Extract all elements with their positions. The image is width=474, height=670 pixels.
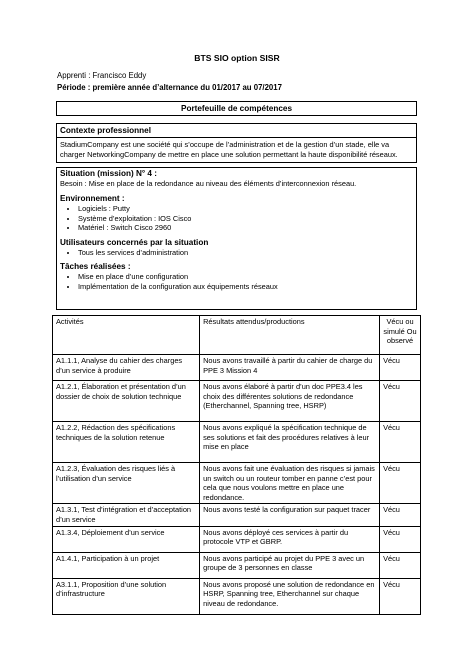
cell-resultat: Nous avons testé la configuration sur paquet tracer — [200, 504, 380, 526]
cell-vecu: Vécu — [380, 463, 421, 504]
environnement-section — [60, 194, 413, 233]
cell-vecu: Vécu — [380, 355, 421, 381]
environnement-heading: Environnement : — [60, 194, 125, 203]
cell-activite: A1.3.4, Déploiement d’un service — [53, 526, 200, 552]
apprenti-line: Apprenti : Francisco Eddy — [57, 71, 147, 80]
cell-resultat: Nous avons proposé une solution de redondance en HSRP, Spanning tree, Etherchannel sur chaque niveau de redondance. — [200, 578, 380, 614]
table-row — [53, 552, 421, 578]
cell-activite: A1.1.1, Analyse du cahier des charges d’un service à produire — [53, 355, 200, 381]
portefeuille-heading: Portefeuille de compétences — [56, 101, 417, 116]
header-vecu: Vécu ou simulé Ou observé — [380, 316, 421, 355]
table-row — [53, 504, 421, 526]
list-item: • Tous les services d’administration — [78, 248, 413, 258]
list-item: • Système d’exploitation : IOS Cisco — [78, 214, 413, 224]
environnement-list — [60, 204, 413, 233]
cell-vecu: Vécu — [380, 552, 421, 578]
document-meta — [57, 70, 282, 94]
contexte-text: StadiumCompany est une société qui s’occupe de l’administration et de la gestion d’un stade, elle va charger NetworkingCompany de mettre en place une solution permettant la haute disponibilité réseaux. — [60, 140, 398, 159]
periode-line: Période : première année d’alternance du 01/2017 au 07/2017 — [57, 83, 282, 92]
cell-vecu: Vécu — [380, 526, 421, 552]
header-activites: Activités — [53, 316, 200, 355]
situation-heading: Situation (mission) N° 4 : — [60, 169, 157, 178]
cell-vecu: Vécu — [380, 504, 421, 526]
list-item: • Matériel : Switch Cisco 2960 — [78, 223, 413, 233]
cell-resultat: Nous avons déployé ces services à partir du protocole VTP et GBRP. — [200, 526, 380, 552]
cell-activite: A1.2.2, Rédaction des spécifications techniques de la solution retenue — [53, 422, 200, 463]
contexte-box — [56, 123, 417, 163]
cell-activite: A1.4.1, Participation à un projet — [53, 552, 200, 578]
cell-vecu: Vécu — [380, 578, 421, 614]
utilisateurs-section — [60, 238, 413, 258]
table-row — [53, 355, 421, 381]
taches-section — [60, 262, 413, 291]
cell-vecu: Vécu — [380, 422, 421, 463]
table-row — [53, 526, 421, 552]
table-header-row — [53, 316, 421, 355]
cell-resultat: Nous avons fait une évaluation des risques si jamais un switch ou un routeur tomber en panne c’est pour cela que nous voulons mettre en place une redondance. — [200, 463, 380, 504]
list-item: • Implémentation de la configuration aux équipements réseaux — [78, 282, 413, 292]
table-row — [53, 381, 421, 422]
cell-resultat: Nous avons élaboré à partir d’un doc PPE3.4 les choix des différentes solutions de redondance (Etherchannel, Spanning tree, HSRP) — [200, 381, 380, 422]
cell-vecu: Vécu — [380, 381, 421, 422]
situation-box — [56, 167, 417, 310]
cell-activite: A1.2.3, Évaluation des risques liés à l’utilisation d’un service — [53, 463, 200, 504]
utilisateurs-heading: Utilisateurs concernés par la situation — [60, 237, 209, 247]
cell-resultat: Nous avons travaillé à partir du cahier de charge du PPE 3 Mission 4 — [200, 355, 380, 381]
taches-list — [60, 272, 413, 291]
taches-heading: Tâches réalisées : — [60, 262, 131, 272]
table-row — [53, 578, 421, 614]
header-resultats: Résultats attendus/productions — [200, 316, 380, 355]
contexte-heading: Contexte professionnel — [57, 124, 416, 138]
cell-resultat: Nous avons expliqué la spécification technique de ses solutions et fait des procédures relatives à leur mise en place — [200, 422, 380, 463]
cell-activite: A1.2.1, Élaboration et présentation d’un dossier de choix de solution technique — [53, 381, 200, 422]
activites-table — [52, 315, 421, 615]
list-item: • Logiciels : Putty — [78, 204, 413, 214]
list-item: • Mise en place d’une configuration — [78, 272, 413, 282]
utilisateurs-list — [60, 248, 413, 258]
cell-activite: A3.1.1, Proposition d’une solution d’infrastructure — [53, 578, 200, 614]
cell-activite: A1.3.1, Test d’intégration et d’acceptation d’un service — [53, 504, 200, 526]
cell-resultat: Nous avons participé au projet du PPE 3 avec un groupe de 3 personnes en classe — [200, 552, 380, 578]
document-title: BTS SIO option SISR — [194, 53, 280, 63]
situation-besoin: Besoin : Mise en place de la redondance au niveau des éléments d’interconnexion réseau. — [60, 179, 357, 188]
table-row — [53, 422, 421, 463]
table-row — [53, 463, 421, 504]
